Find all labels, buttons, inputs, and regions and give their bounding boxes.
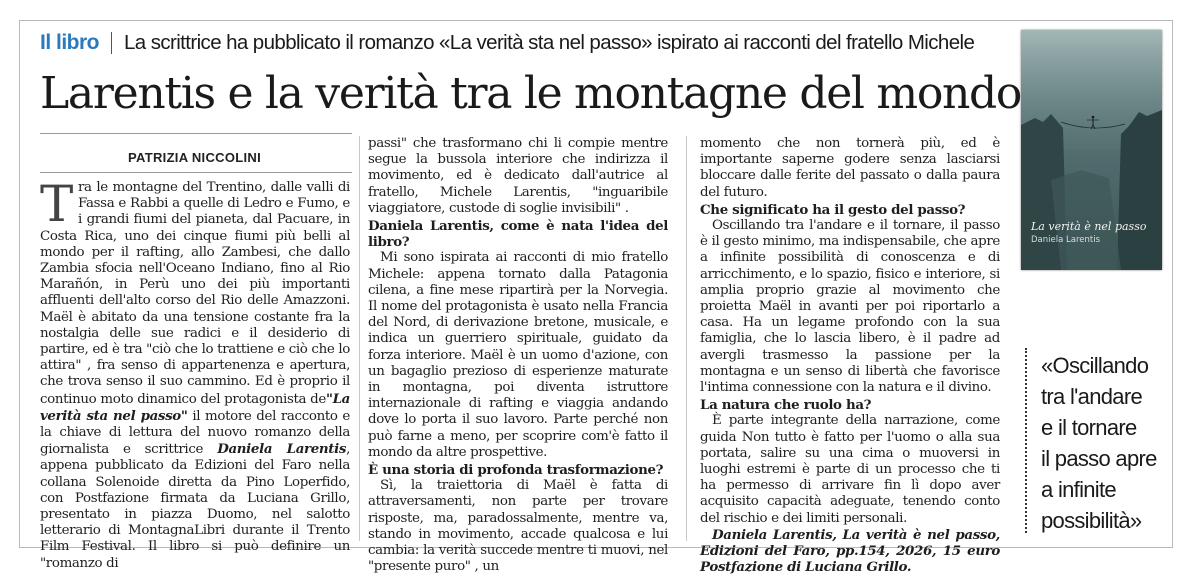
book-cover — [1021, 30, 1162, 270]
dropcap: T — [40, 175, 73, 233]
pull-quote-rule — [1025, 348, 1029, 533]
kicker-text: La scrittrice ha pubblicato il romanzo «La verità sta nel passo» ispirato ai racconti del fratello Michele — [124, 31, 975, 54]
byline: PATRIZIA NICCOLINI — [128, 150, 261, 165]
byline-rule-bottom — [40, 172, 352, 173]
paragraph: momento che non tornerà più, ed è importante saperne godere senza lasciarsi bloccare dalle ferite del passato o dalla paura del futuro. — [700, 136, 1000, 200]
pull-quote-line: il passo apre — [1041, 446, 1157, 471]
paragraph: passi" che trasformano chi li compie mentre segue la bussola interiore che indirizza il movimento, ed è dedicato dall'autrice al fratello, Michele Larentis, "inguaribile viaggiatore, custode di soglie invisibili" . — [368, 136, 668, 216]
pull-quote-line: «Oscillando — [1041, 353, 1149, 378]
interview-question: La natura che ruolo ha? — [700, 397, 872, 414]
article-column-3 — [700, 136, 1000, 575]
article-column-1 — [40, 175, 350, 572]
interview-answer: Oscillando tra l'andare e il tornare, il passo è il gesto minimo, ma indispensabile, che apre a infinite possibilità di conoscenza e di arricchimento, e lo spazio, fisico e interiore, si amplia proprio grazie al movimento che proietta Maël in avanti per poi riportarlo a casa. Ha un legame profondo con la sua famiglia, che lo lascia libero, è il padre ad avergli trasmesso la passione per la montagna e un senso di libertà che favorisce l'intima connessione con la natura e il divino. — [700, 218, 1000, 396]
interview-answer: Mi sono ispirata ai racconti di mio fratello Michele: appena tornato dalla Patagonia cilena, a fine mese ripartirà per la Norvegia. Il nome del protagonista è usato nella Francia del Nord, di derivazione bretone, musicale, e indica un guerriero spirituale, guidato da forza interiore. Maël è un uomo d'azione, con un bagaglio prezioso di esperienze maturate in montagna, poi diventa istruttore internazionale di rafting e viaggia andando dove lo porta il suo lavoro. Parte perché non può farne a meno, per scoprire com'è fatto il mondo da altre prospettive. — [368, 250, 668, 460]
paragraph — [40, 175, 350, 572]
section-label: Il libro — [40, 31, 99, 54]
pull-quote-line: tra l'andare — [1041, 384, 1142, 409]
interview-question: Che significato ha il gesto del passo? — [700, 201, 966, 218]
pull-quote-line: possibilità» — [1041, 508, 1142, 533]
kicker-bar — [40, 28, 974, 58]
pull-quote-line: a infinite — [1041, 477, 1116, 502]
interview-question: È una storia di profonda trasformazione? — [368, 462, 664, 479]
pull-quote-line: e il tornare — [1041, 415, 1137, 440]
interview-question: Daniela Larentis, come è nata l'idea del libro? — [368, 218, 668, 251]
book-cover-title: La verità è nel passo — [1031, 220, 1147, 233]
text-run: , appena pubblicato da Edizioni del Faro nella collana Solenoide diretta da Pino Loperfido, con Postfazione firmata da Luciana Grillo, presentato in piazza Duomo, nel salotto letterario di MontagnaLibri durante il Trento Film Festival. Il libro si può definire un "romanzo di — [40, 442, 350, 571]
book-credit: Daniela Larentis, La verità è nel passo, Edizioni del Faro, pp.154, 2026, 15 euro Postfazione di Luciana Grillo. — [700, 526, 1000, 575]
byline-rule-top — [40, 133, 352, 134]
column-divider-2 — [686, 136, 687, 541]
book-cover-author: Daniela Larentis — [1031, 235, 1100, 245]
interview-answer: Sì, la traiettoria di Maël è fatta di attraversamenti, non parte per trovare risposte, ma, paradossalmente, mentre va, stando in movimento, accade qualcosa e lui cambia: la verità succede mentre ti muovi, nel "presente puro" , un — [368, 478, 668, 575]
headline: Larentis e la verità tra le montagne del mondo — [40, 68, 1022, 119]
book-title-mention: "La verità sta nel passo" — [40, 390, 350, 424]
author-name-mention: Daniela Larentis — [217, 441, 347, 458]
text-run: ra le montagne del Trentino, dalle valli di Fassa e Rabbi a quelle di Ledro e Fumo, e i grandi fiumi del pianeta, dal Pacuare, in Costa Rica, uno dei cinque fiumi più belli al mondo per il rafting, allo Zambesi, che dallo Zambia sfocia nell'Oceano Indiano, fino al Rio Marañón, in Perù uno dei più importanti affluenti dell'alto corso del Rio delle Amazzoni. Maël è abitato da una tensione costante fra la nostalgia delle sue radici e il desiderio di partire, ed è tra "ciò che lo trattiene e ciò che lo attira" , fra senso di appartenenza e apertura, che trova senso il suo cammino. Ed è proprio il continuo moto dinamico del protagonista de — [40, 180, 350, 407]
text-run: il motore del racconto e la chiave di lettura del nuovo romanzo della giornalista e scrittrice — [40, 408, 350, 458]
column-divider-1 — [359, 136, 360, 541]
mountain-cliffs-illustration — [1021, 30, 1162, 270]
kicker-divider — [111, 32, 112, 54]
pull-quote — [1041, 350, 1166, 536]
interview-answer: È parte integrante della narrazione, come guida Non tutto è fatto per l'uomo o alla sua portata, salire su una cima o muoversi in luoghi estremi è parte di un processo che ti ha permesso di arrivare fin lì dopo aver acquisito capacità adeguate, tenendo conto del rischio e dei limiti personali. — [700, 413, 1000, 526]
article-column-2 — [368, 136, 668, 575]
